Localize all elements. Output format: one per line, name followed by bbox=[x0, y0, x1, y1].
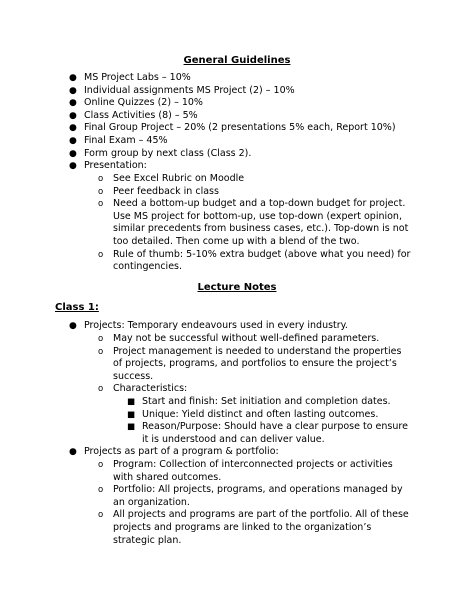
program-portfolio-sublist bbox=[98, 459, 413, 547]
hollow-bullet-icon: o bbox=[98, 510, 104, 521]
list-item: o Program: Collection of interconnected projects or activities with shared outcomes. bbox=[98, 459, 393, 483]
list-item: ● Final Exam – 45% bbox=[69, 134, 168, 146]
list-item: ● Final Group Project – 20% (2 presentations 5% each, Report 10%) bbox=[69, 122, 396, 134]
hollow-bullet-icon: o bbox=[98, 460, 104, 470]
square-bullet-icon: ■ bbox=[127, 397, 136, 407]
list-item: o Characteristics: bbox=[98, 383, 188, 395]
characteristics-sublist bbox=[127, 396, 414, 446]
hollow-bullet-icon: o bbox=[98, 199, 104, 210]
lecture-notes-heading: Lecture Notes bbox=[197, 282, 277, 293]
hollow-bullet-icon: o bbox=[98, 186, 104, 197]
class1-list-2 bbox=[69, 446, 414, 459]
hollow-bullet-icon: o bbox=[98, 485, 104, 496]
list-item: ● Class Activities (8) – 5% bbox=[69, 109, 198, 121]
projects-sublist bbox=[98, 333, 413, 396]
list-item: ● Presentation: bbox=[69, 160, 147, 172]
square-bullet-icon: ■ bbox=[127, 409, 136, 420]
list-item: o May not be successful without well-defined parameters. bbox=[98, 333, 380, 344]
bullet-icon: ● bbox=[69, 321, 77, 331]
list-item: o Need a bottom-up budget and a top-down budget for project. Use MS project for bottom-up, use top-down (expert opinion, similar precedents from business cases, etc.). Top-down is not too detailed. Then come up with a blend of the two. bbox=[98, 198, 409, 247]
hollow-bullet-icon: o bbox=[98, 346, 104, 357]
list-item: ■ Unique: Yield distinct and often lasting outcomes. bbox=[127, 408, 379, 420]
general-guidelines-heading: General Guidelines bbox=[183, 55, 291, 66]
bullet-icon: ● bbox=[69, 148, 77, 159]
list-item: o See Excel Rubric on Moodle bbox=[98, 173, 245, 184]
list-item: ■ Reason/Purpose: Should have a clear purpose to ensure it is understood and can deliver value. bbox=[127, 421, 408, 445]
hollow-bullet-icon: o bbox=[98, 334, 104, 344]
list-item: ● Individual assignments MS Project (2) – 10% bbox=[69, 84, 295, 96]
list-item: o All projects and programs are part of the portfolio. All of these projects and programs are linked to the organization’s strategic plan. bbox=[98, 509, 409, 546]
list-item: o Project management is needed to understand the properties of projects, programs, and portfolios to ensure the project’s success. bbox=[98, 345, 402, 382]
hollow-bullet-icon: o bbox=[98, 249, 104, 260]
bullet-icon: ● bbox=[69, 98, 77, 109]
class1-list bbox=[69, 320, 414, 333]
list-item: ● Projects as part of a program & portfolio: bbox=[69, 446, 279, 457]
bullet-icon: ● bbox=[69, 110, 77, 121]
list-item: ● Online Quizzes (2) – 10% bbox=[69, 97, 203, 109]
bullet-icon: ● bbox=[69, 123, 77, 134]
bullet-icon: ● bbox=[69, 447, 77, 457]
guidelines-list bbox=[69, 72, 414, 173]
list-item: o Peer feedback in class bbox=[98, 185, 219, 197]
bullet-icon: ● bbox=[69, 85, 77, 96]
list-item: o Portfolio: All projects, programs, and operations managed by an organization. bbox=[98, 484, 403, 508]
hollow-bullet-icon: o bbox=[98, 384, 104, 395]
list-item: ● MS Project Labs – 10% bbox=[69, 72, 191, 83]
presentation-sublist bbox=[98, 173, 413, 274]
bullet-icon: ● bbox=[69, 73, 77, 83]
bullet-icon: ● bbox=[69, 135, 77, 146]
list-item: ● Form group by next class (Class 2). bbox=[69, 147, 252, 159]
hollow-bullet-icon: o bbox=[98, 174, 104, 184]
bullet-icon: ● bbox=[69, 161, 77, 172]
list-item: o Rule of thumb: 5-10% extra budget (above what you need) for contingencies. bbox=[98, 248, 411, 273]
list-item: ● Projects: Temporary endeavours used in every industry. bbox=[69, 320, 348, 331]
square-bullet-icon: ■ bbox=[127, 422, 136, 433]
list-item: ■ Start and finish: Set initiation and completion dates. bbox=[127, 396, 391, 407]
class-1-title: Class 1: bbox=[55, 302, 99, 313]
